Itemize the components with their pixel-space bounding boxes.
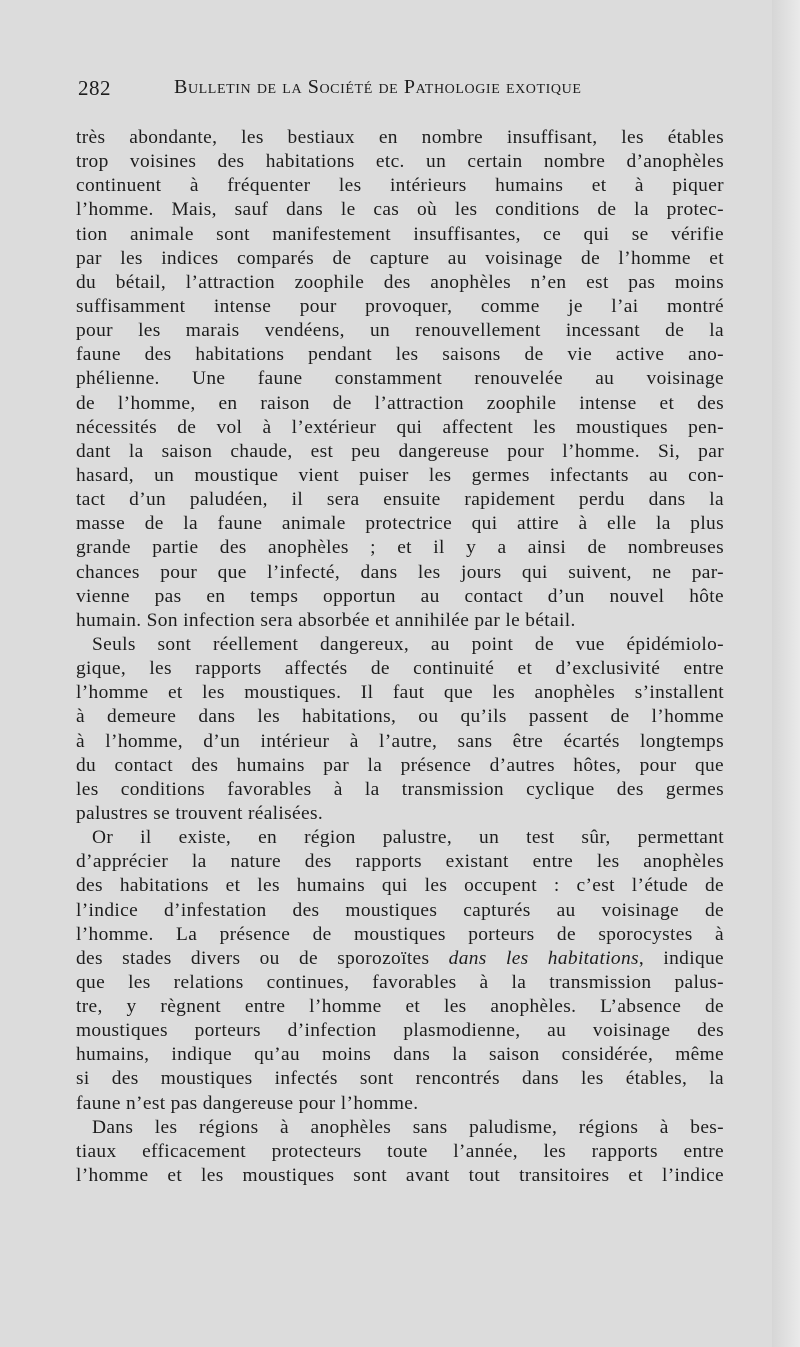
text-line: dant la saison chaude, est peu dangereuse pour l’homme. Si, par bbox=[76, 440, 724, 462]
text-line: vienne pas en temps opportun au contact d’un nouvel hôte bbox=[76, 585, 724, 607]
text-line: faune n’est pas dangereuse pour l’homme. bbox=[76, 1092, 419, 1114]
text-line: très abondante, les bestiaux en nombre insuffisant, les étables bbox=[76, 127, 724, 148]
text-line: palustres se trouvent réalisées. bbox=[76, 802, 324, 824]
text-line: Seuls sont réellement dangereux, au point de vue épidémiolo- bbox=[92, 633, 724, 655]
page-edge bbox=[772, 0, 800, 1347]
text-line: les conditions favorables à la transmission cyclique des germes bbox=[76, 778, 724, 800]
text-line: grande partie des anophèles ; et il y a ainsi de nombreuses bbox=[76, 537, 724, 559]
text-line: des habitations et les humains qui les occupent : c’est l’étude de bbox=[76, 875, 724, 897]
text-line: chances pour que l’infecté, dans les jours qui suivent, ne par- bbox=[76, 561, 724, 583]
text-line: de l’homme, en raison de l’attraction zoophile intense et des bbox=[76, 392, 724, 414]
text-line: si des moustiques infectés sont rencontrés dans les étables, la bbox=[76, 1068, 724, 1090]
body-text bbox=[76, 126, 724, 1188]
text-line: trop voisines des habitations etc. un certain nombre d’anophèles bbox=[76, 151, 724, 173]
text-line: humain. Son infection sera absorbée et annihilée par le bétail. bbox=[76, 609, 576, 631]
text-line: continuent à fréquenter les intérieurs humains et à piquer bbox=[76, 175, 724, 197]
text-line: phélienne. Une faune constamment renouvelée au voisinage bbox=[76, 368, 724, 390]
italic-phrase: dans les habitations bbox=[448, 947, 639, 969]
text-line: faune des habitations pendant les saisons de vie active ano- bbox=[76, 344, 724, 366]
text-line: nécessités de vol à l’extérieur qui affectent les moustiques pen- bbox=[76, 416, 724, 438]
paragraph-4 bbox=[76, 1116, 724, 1188]
text-line: tiaux efficacement protecteurs toute l’année, les rapports entre bbox=[76, 1140, 724, 1162]
text-line: l’homme. Mais, sauf dans le cas où les conditions de la protec- bbox=[76, 199, 724, 221]
text-run: des stades divers ou de sporozoïtes bbox=[76, 947, 449, 969]
text-line: Dans les régions à anophèles sans paludisme, régions à bes- bbox=[92, 1116, 724, 1138]
page-number: 282 bbox=[78, 76, 111, 100]
text-line: d’apprécier la nature des rapports existant entre les anophèles bbox=[76, 851, 724, 873]
text-line: tre, y règnent entre l’homme et les anophèles. L’absence de bbox=[76, 996, 724, 1018]
text-line: l’indice d’infestation des moustiques capturés au voisinage de bbox=[76, 899, 724, 921]
text-line-with-italic bbox=[76, 947, 724, 971]
text-line: l’homme et les moustiques. Il faut que les anophèles s’installent bbox=[76, 682, 724, 704]
text-line: moustiques porteurs d’infection plasmodienne, au voisinage des bbox=[76, 1020, 724, 1042]
text-line: tact d’un paludéen, il sera ensuite rapidement perdu dans la bbox=[76, 489, 724, 511]
paragraph-3 bbox=[76, 826, 724, 1116]
text-line: l’homme et les moustiques sont avant tout transitoires et l’indice bbox=[76, 1165, 724, 1187]
running-head-title: Bulletin de la Société de Pathologie exotique bbox=[174, 76, 582, 98]
paragraph-2 bbox=[76, 633, 724, 826]
running-header bbox=[78, 76, 738, 106]
text-line: Or il existe, en région palustre, un test sûr, permettant bbox=[92, 827, 724, 849]
text-line: du contact des humains par la présence d’autres hôtes, pour que bbox=[76, 754, 724, 776]
text-line: du bétail, l’attraction zoophile des anophèles n’en est pas moins bbox=[76, 271, 724, 293]
text-line: à demeure dans les habitations, ou qu’ils passent de l’homme bbox=[76, 706, 724, 728]
text-line: à l’homme, d’un intérieur à l’autre, sans être écartés longtemps bbox=[76, 730, 724, 752]
text-line: par les indices comparés de capture au voisinage de l’homme et bbox=[76, 247, 724, 269]
text-line: gique, les rapports affectés de continuité et d’exclusivité entre bbox=[76, 658, 724, 680]
text-line: pour les marais vendéens, un renouvellement incessant de la bbox=[76, 320, 724, 342]
text-line: suffisamment intense pour provoquer, comme je l’ai montré bbox=[76, 295, 724, 317]
text-line: tion animale sont manifestement insuffisantes, ce qui se vérifie bbox=[76, 223, 724, 245]
text-line: hasard, un moustique vient puiser les germes infectants au con- bbox=[76, 464, 724, 486]
text-run: , indique bbox=[638, 947, 724, 969]
text-line: masse de la faune animale protectrice qui attire à elle la plus bbox=[76, 513, 724, 535]
text-line: humains, indique qu’au moins dans la saison considérée, même bbox=[76, 1044, 724, 1066]
text-line: l’homme. La présence de moustiques porteurs de sporocystes à bbox=[76, 923, 724, 945]
paragraph-1 bbox=[76, 126, 724, 633]
text-line: que les relations continues, favorables à la transmission palus- bbox=[76, 971, 724, 993]
